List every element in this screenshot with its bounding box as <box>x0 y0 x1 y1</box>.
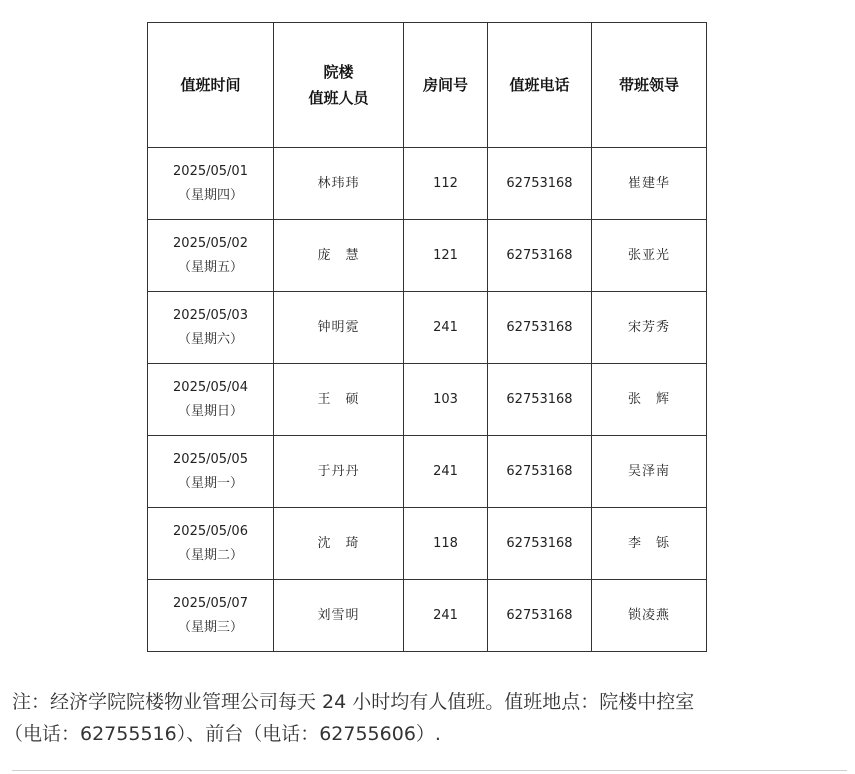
cell-date <box>148 148 274 220</box>
cell-staff: 林玮玮 <box>274 148 404 220</box>
cell-room: 103 <box>404 364 488 436</box>
cell-staff: 沈 琦 <box>274 508 404 580</box>
weekday-text: （星期一） <box>177 475 243 491</box>
date-text: 2025/05/01 <box>173 163 248 179</box>
cell-room: 121 <box>404 220 488 292</box>
weekday-text: （星期二） <box>177 547 243 563</box>
header-phone: 值班电话 <box>488 23 592 148</box>
cell-date <box>148 508 274 580</box>
cell-staff: 钟明霓 <box>274 292 404 364</box>
cell-phone: 62753168 <box>488 148 592 220</box>
cell-leader: 吴泽南 <box>592 436 707 508</box>
date-text: 2025/05/06 <box>173 523 248 539</box>
cell-date <box>148 436 274 508</box>
cell-leader: 张 辉 <box>592 364 707 436</box>
table-header-row <box>148 23 707 148</box>
table-row <box>148 508 707 580</box>
weekday-text: （星期四） <box>177 187 243 203</box>
bottom-divider <box>12 770 847 771</box>
cell-phone: 62753168 <box>488 580 592 652</box>
cell-leader: 张亚光 <box>592 220 707 292</box>
table-row <box>148 148 707 220</box>
duty-schedule-table <box>147 22 707 652</box>
table-row <box>148 292 707 364</box>
note-line-2: （电话：62755516）、前台（电话：62755606）. <box>4 723 441 745</box>
cell-room: 241 <box>404 580 488 652</box>
header-leader: 带班领导 <box>592 23 707 148</box>
cell-leader: 崔建华 <box>592 148 707 220</box>
cell-staff: 庞 慧 <box>274 220 404 292</box>
cell-phone: 62753168 <box>488 220 592 292</box>
date-text: 2025/05/07 <box>173 595 248 611</box>
date-text: 2025/05/02 <box>173 235 248 251</box>
cell-phone: 62753168 <box>488 292 592 364</box>
cell-room: 241 <box>404 292 488 364</box>
header-staff-line1: 院楼 <box>323 63 354 81</box>
date-text: 2025/05/04 <box>173 379 248 395</box>
weekday-text: （星期六） <box>177 331 243 347</box>
header-staff <box>274 23 404 148</box>
cell-leader: 李 铄 <box>592 508 707 580</box>
cell-room: 241 <box>404 436 488 508</box>
weekday-text: （星期日） <box>177 403 243 419</box>
cell-leader: 锁凌燕 <box>592 580 707 652</box>
cell-date <box>148 220 274 292</box>
weekday-text: （星期五） <box>177 259 243 275</box>
table-row <box>148 220 707 292</box>
table-row <box>148 436 707 508</box>
cell-room: 112 <box>404 148 488 220</box>
date-text: 2025/05/05 <box>173 451 248 467</box>
duty-note <box>4 686 847 750</box>
note-line-1: 注：经济学院院楼物业管理公司每天 24 小时均有人值班。值班地点：院楼中控室 <box>12 691 695 713</box>
cell-date <box>148 292 274 364</box>
cell-phone: 62753168 <box>488 436 592 508</box>
header-date: 值班时间 <box>148 23 274 148</box>
table-row <box>148 364 707 436</box>
cell-phone: 62753168 <box>488 508 592 580</box>
cell-leader: 宋芳秀 <box>592 292 707 364</box>
cell-staff: 刘雪明 <box>274 580 404 652</box>
cell-room: 118 <box>404 508 488 580</box>
cell-staff: 于丹丹 <box>274 436 404 508</box>
cell-phone: 62753168 <box>488 364 592 436</box>
table-row <box>148 580 707 652</box>
date-text: 2025/05/03 <box>173 307 248 323</box>
cell-date <box>148 364 274 436</box>
header-room: 房间号 <box>404 23 488 148</box>
header-staff-line2: 值班人员 <box>308 89 369 107</box>
cell-date <box>148 580 274 652</box>
cell-staff: 王 硕 <box>274 364 404 436</box>
weekday-text: （星期三） <box>177 619 243 635</box>
